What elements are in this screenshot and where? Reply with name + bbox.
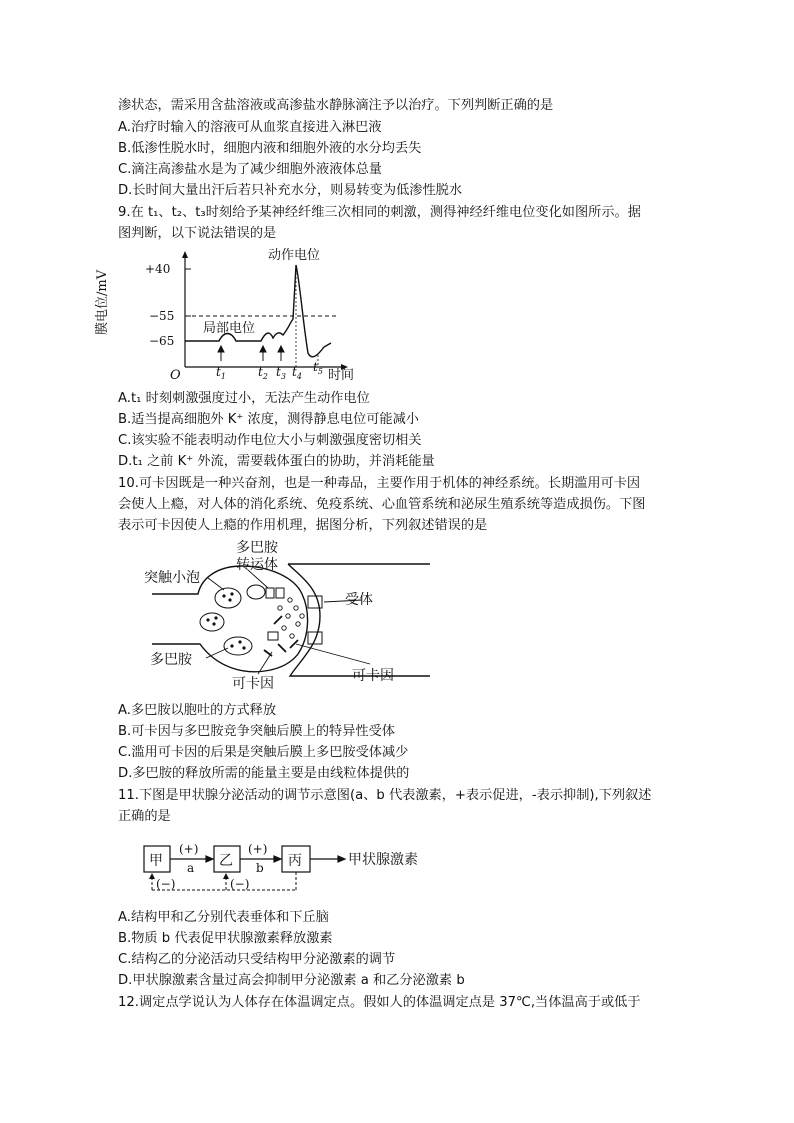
label-b: b [256, 861, 264, 875]
question-11-cont: 正确的是 [118, 809, 171, 824]
action-potential-label: 动作电位 [268, 248, 321, 263]
question-9-cont: 图判断，以下说法错误的是 [118, 226, 277, 241]
synapse-figure [140, 536, 440, 700]
t5-label: $t_5$ [313, 360, 323, 376]
label-transporter-1: 多巴胺 [236, 540, 278, 556]
option-d: D.多巴胺的释放所需的能量主要是由线粒体提供的 [118, 766, 410, 781]
option-a: A.多巴胺以胞吐的方式释放 [118, 703, 277, 718]
label-a: a [187, 861, 195, 875]
box-bing: 丙 [288, 853, 302, 869]
t1-label: $t_1$ [216, 365, 226, 381]
option-d: D.长时间大量出汗后若只补充水分，则易转变为低渗性脱水 [118, 183, 463, 198]
label-transporter-2: 转运体 [236, 557, 278, 573]
option-a: A.结构甲和乙分别代表垂体和下丘脑 [118, 910, 329, 925]
label-plus-b: (+) [248, 842, 268, 856]
tick-label: −55 [149, 309, 175, 323]
box-yi: 乙 [219, 853, 233, 869]
option-c: C.该实验不能表明动作电位大小与刺激强度密切相关 [118, 433, 422, 448]
x-axis-label: 时间 [328, 368, 355, 383]
label-dopamine: 多巴胺 [150, 652, 192, 668]
option-b: B.适当提高细胞外 K⁺ 浓度，测得静息电位可能减小 [118, 412, 419, 427]
local-potential-label: 局部电位 [203, 321, 256, 336]
question-10-cont: 会使人上瘾，对人体的消化系统、免疫系统、心血管系统和泌尿生殖系统等造成损伤。下图 [118, 497, 646, 512]
question-10: 10.可卡因既是一种兴奋剂，也是一种毒品，主要作用于机体的神经系统。长期滥用可卡因 [118, 476, 641, 491]
tick-label: −65 [149, 334, 175, 348]
origin-label: O [170, 368, 181, 383]
text-line: 渗状态，需采用含盐溶液或高渗盐水静脉滴注予以治疗。下列判断正确的是 [118, 98, 554, 113]
tick-label: +40 [145, 262, 171, 276]
label-thyroid-hormone: 甲状腺激素 [348, 852, 418, 868]
option-b: B.低渗性脱水时，细胞内液和细胞外液的水分均丢失 [118, 141, 422, 156]
option-c: C.结构乙的分泌活动只受结构甲分泌激素的调节 [118, 952, 396, 967]
question-11: 11.下图是甲状腺分泌活动的调节示意图(a、b 代表激素，+表示促进，-表示抑制),下列叙述 [118, 788, 652, 803]
option-a: A.t₁ 时刻刺激强度过小，无法产生动作电位 [118, 391, 370, 406]
box-jia: 甲 [149, 853, 163, 869]
option-b: B.可卡因与多巴胺竞争突触后膜上的特异性受体 [118, 724, 395, 739]
t3-label: $t_3$ [276, 365, 286, 381]
option-d: D.t₁ 之前 K⁺ 外流，需要载体蛋白的协助，并消耗能量 [118, 454, 435, 469]
y-axis-label: 膜电位/mV [95, 269, 110, 335]
label-synaptic-vesicle: 突触小泡 [144, 570, 200, 586]
option-c: C.滥用可卡因的后果是突触后膜上多巴胺受体减少 [118, 745, 409, 760]
option-d: D.甲状腺激素含量过高会抑制甲分泌激素 a 和乙分泌激素 b [118, 973, 465, 988]
t2-label: $t_2$ [258, 365, 268, 381]
option-c: C.滴注高渗盐水是为了减少细胞外液液体总量 [118, 162, 382, 177]
label-cocaine-left: 可卡因 [232, 676, 274, 692]
option-b: B.物质 b 代表促甲状腺激素释放激素 [118, 931, 333, 946]
question-9: 9.在 t₁、t₂、t₃时刻给予某神经纤维三次相同的刺激，测得神经纤维电位变化如图所示。据 [118, 205, 641, 220]
label-minus-1: (−) [156, 877, 176, 891]
question-12: 12.调定点学说认为人体存在体温调定点。假如人的体温调定点是 37℃,当体温高于或低于 [118, 995, 641, 1010]
option-a: A.治疗时输入的溶液可从血浆直接进入淋巴液 [118, 120, 382, 135]
label-minus-2: (−) [230, 877, 250, 891]
question-10-cont: 表示可卡因使人上瘾的作用机理，据图分析，下列叙述错误的是 [118, 518, 488, 533]
membrane-potential-figure [95, 243, 366, 387]
thyroid-regulation-figure [136, 836, 436, 904]
label-receptor: 受体 [345, 592, 373, 608]
t4-label: $t_4$ [292, 365, 302, 381]
label-plus-a: (+) [179, 842, 199, 856]
label-cocaine-right: 可卡因 [352, 668, 394, 684]
